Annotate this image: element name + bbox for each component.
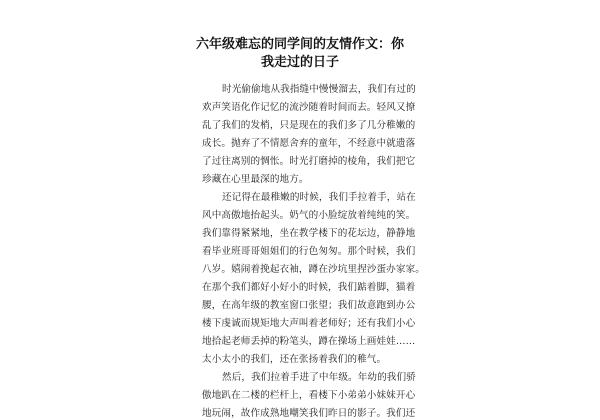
paragraph-2-line-3: 我们靠得紧紧地，坐在教学楼下的花坛边，静静地 [202, 228, 416, 239]
paragraph-2-line-10: 太小太小的我们，还在张扬着我们的稚气。 [202, 354, 387, 365]
paragraph-2-line-5: 八岁。嬉闹着挽起衣袖，蹲在沙坑里捏沙蛋办家家。 [202, 264, 425, 275]
paragraph-3-line-2: 傲地趴在二楼的栏杆上，看楼下小弟弟小妹妹开心 [202, 390, 416, 401]
document-title-line-1: 六年级难忘的同学间的友情作文：你 [195, 37, 404, 52]
document-title-line-2: 我走过的日子 [260, 55, 339, 70]
paragraph-2-line-6: 在那个我们都好小好小的时候，我们踮着脚，猫着 [202, 282, 416, 293]
paragraph-2-line-9: 地拾起老师丢掉的粉笔头，蹲在操场上画娃娃…… [202, 336, 416, 347]
paragraph-2-line-1: 还记得在最稚嫩的时候，我们手拉着手，站在 [222, 192, 416, 203]
paragraph-2-line-8: 楼下虔诚而规矩地大声叫着老师好；还有我们小心 [202, 318, 416, 329]
paragraph-1-line-5: 了过往离别的惆怅。时光打磨掉的棱角，我们把它 [202, 156, 416, 167]
paragraph-3-line-3: 地玩闹，故作成熟地嘲笑我们昨日的影子。我们还 [202, 408, 416, 419]
paragraph-3-line-1: 然后，我们拉着手进了中年级。年幼的我们骄 [222, 372, 416, 383]
paragraph-1-line-1: 时光偷偷地从我指缝中慢慢溜去，我们有过的 [222, 84, 416, 95]
paragraph-2-line-4: 看毕业班哥哥姐姐们的行色匆匆。那个时候，我们 [202, 246, 416, 257]
paragraph-2-line-2: 风中高傲地抬起头。奶气的小脸绽放着纯纯的笑。 [202, 210, 416, 221]
paragraph-1-line-3: 乱了我们的发梢，只是现在的我们多了几分稚嫩的 [202, 120, 416, 131]
paragraph-2-line-7: 腰，在高年级的教室窗口张望；我们故意跑到办公 [202, 300, 416, 311]
paragraph-1-line-2: 欢声笑语化作记忆的流沙随着时间而去。轻风又撩 [202, 102, 416, 113]
paragraph-1-line-4: 成长。抛弃了不情愿舍弃的童年，不经意中就遗落 [202, 138, 416, 149]
paragraph-1-line-6: 珍藏在心里最深的地方。 [202, 174, 309, 185]
